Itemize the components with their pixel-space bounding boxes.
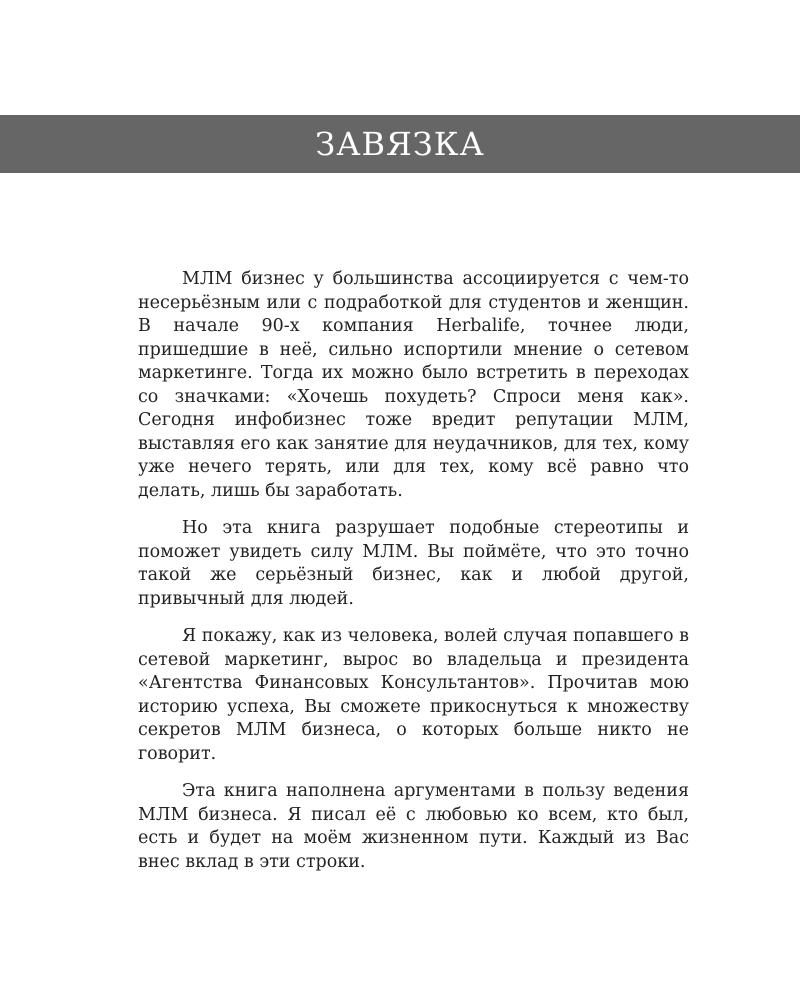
paragraph-1: МЛМ бизнес у большинства ассоциируется с чем-то несерьёзным или с подработкой для студентов и женщин. В начале 90-х компания Herbalife, точнее люди, пришедшие в неё, сильно испортили мнение о сетевом маркетинге. Тогда их можно было встретить в переходах со значками: «Хочешь похудеть? Спроси меня как». Сегодня инфобизнес тоже вредит репутации МЛМ, выставляя его как занятие для неудачников, для тех, кому уже нечего терять, или для тех, кому всё равно что делать, лишь бы заработать. [138, 269, 689, 501]
chapter-title: ЗАВЯЗКА [315, 125, 485, 163]
paragraph-4: Эта книга наполнена аргументами в пользу ведения МЛМ бизнеса. Я писал её с любовью ко всем, кто был, есть и будет на моём жизненном пути. Каждый из Вас внес вклад в эти строки. [138, 781, 689, 872]
paragraph-2: Но эта книга разрушает подобные стереотипы и поможет увидеть силу МЛМ. Вы поймёте, что это точно такой же серьёзный бизнес, как и любой другой, привычный для людей. [138, 518, 689, 609]
chapter-title-band [0, 115, 800, 173]
chapter-body [138, 268, 689, 888]
paragraph-3: Я покажу, как из человека, волей случая попавшего в сетевой маркетинг, вырос во владельца и президента «Агентства Финансовых Консультантов». Прочитав мою историю успеха, Вы сможете прикоснуться к множеству секретов МЛМ бизнеса, о которых больше никто не говорит. [138, 626, 689, 764]
